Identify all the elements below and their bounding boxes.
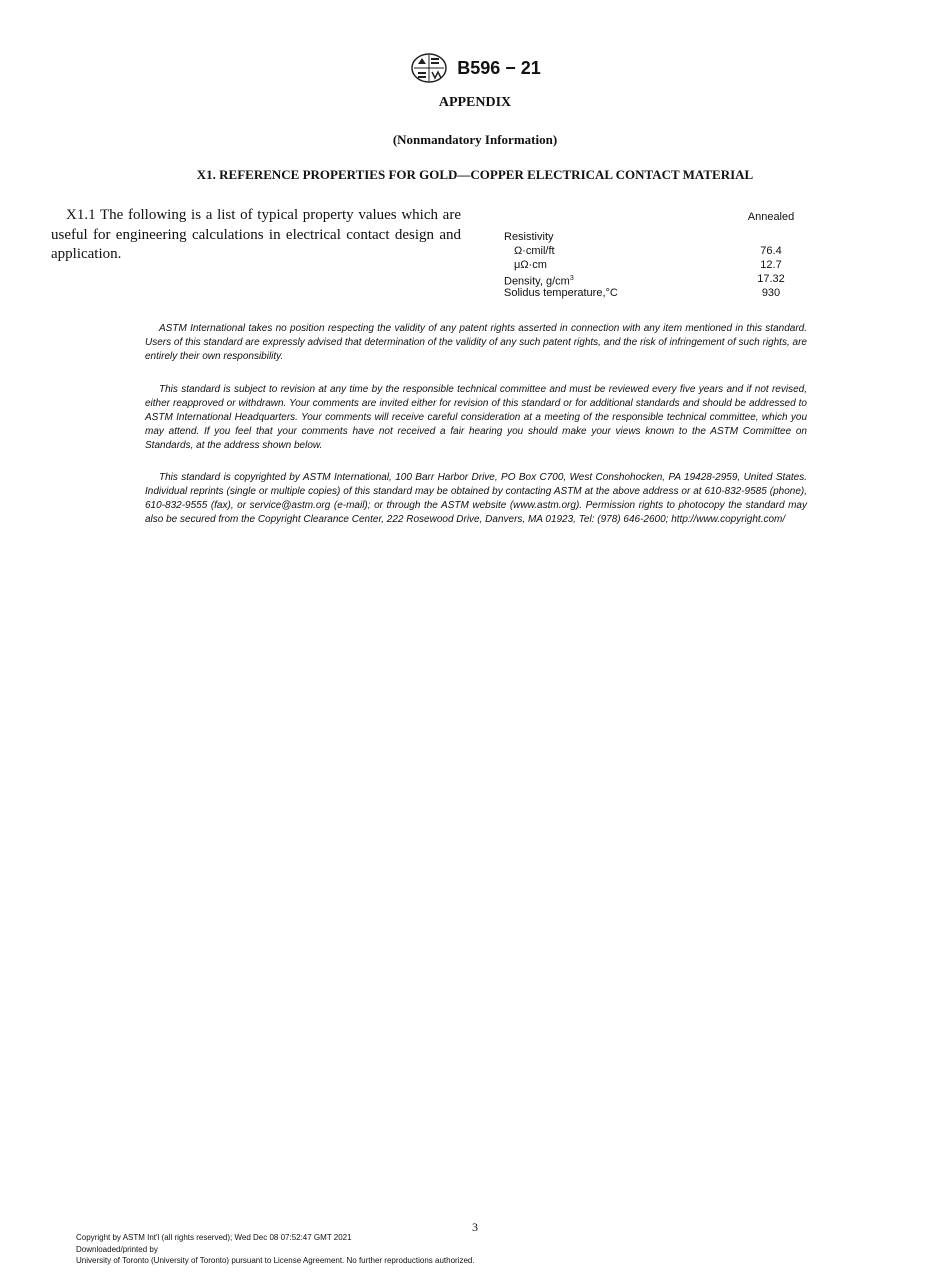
properties-table: [504, 210, 804, 300]
paragraph-x1-1: X1.1 The following is a list of typical property values which are useful for engineering calculations in electrical contact design and application.: [51, 207, 461, 262]
table-row: [504, 230, 804, 244]
row-value: 930: [761, 287, 781, 299]
footer-line-copyright: Copyright by ASTM Int'l (all rights reserved); Wed Dec 08 07:52:47 GMT 2021: [76, 1233, 352, 1242]
row-value: 17.32: [757, 273, 785, 285]
row-label: Resistivity: [504, 231, 554, 243]
nonmandatory-subtitle: (Nonmandatory Information): [392, 132, 558, 147]
copyright-notice: This standard is copyrighted by ASTM International, 100 Barr Harbor Drive, PO Box C700, West Conshohocken, PA 19428-2959, United States. Individual reprints (single or multiple copies) of this standard may be obtained by contacting ASTM at the above address or at 610-832-9585 (phone), 610-832-9555 (fax), or service@astm.org (e-mail); or through the ASTM website (www.astm.org). Permission rights to photocopy the standard may also be secured from the Copyright Clearance Center, 222 Rosewood Drive, Danvers, MA 01923, Tel: (978) 646-2600; http://www.copyright.com/: [145, 472, 807, 525]
page-number: 3: [472, 1220, 478, 1234]
section-title: X1. REFERENCE PROPERTIES FOR GOLD—COPPER ELECTRICAL CONTACT MATERIAL: [196, 167, 754, 182]
density-label-text: Density, g/cm: [504, 275, 570, 288]
row-label: Ω·cmil/ft: [514, 245, 555, 257]
table-header-row: [504, 210, 804, 230]
row-label: Solidus temperature,°C: [504, 287, 618, 299]
appendix-title: APPENDIX: [438, 95, 512, 110]
density-label-superscript: 3: [569, 275, 574, 282]
row-label: μΩ·cm: [514, 259, 547, 271]
table-row: [504, 286, 804, 300]
table-row: [504, 244, 804, 258]
column-header-annealed: Annealed: [747, 211, 795, 223]
row-value: 12.7: [760, 259, 782, 271]
revision-notice: This standard is subject to revision at any time by the responsible technical committee and must be reviewed every five years and if not revised, either reapproved or withdrawn. Your comments are invited either for revision of this standard or for additional standards and should be addressed to ASTM International Headquarters. Your comments will receive careful consideration at a meeting of the responsible technical committee, which you may attend. If you feel that your comments have not received a fair hearing you should make your views known to the ASTM Committee on Standards, at the address shown below.: [145, 384, 807, 451]
row-value: 76.4: [760, 245, 782, 257]
standard-designation: B596 − 21: [457, 57, 541, 78]
footer-line-license: University of Toronto (University of Toronto) pursuant to License Agreement. No further reproductions authorized.: [76, 1256, 475, 1265]
page-header: [0, 52, 950, 84]
download-footer: [76, 1232, 676, 1267]
table-row: [504, 272, 804, 286]
patent-notice: ASTM International takes no position respecting the validity of any patent rights asserted in connection with any item mentioned in this standard. Users of this standard are expressly advised that determination of the validity of any such patent rights, and the risk of infringement of such rights, are entirely their own responsibility.: [145, 323, 807, 362]
footer-line-downloaded: Downloaded/printed by: [76, 1244, 158, 1254]
astm-logo-icon: [409, 52, 449, 84]
table-row: [504, 258, 804, 272]
